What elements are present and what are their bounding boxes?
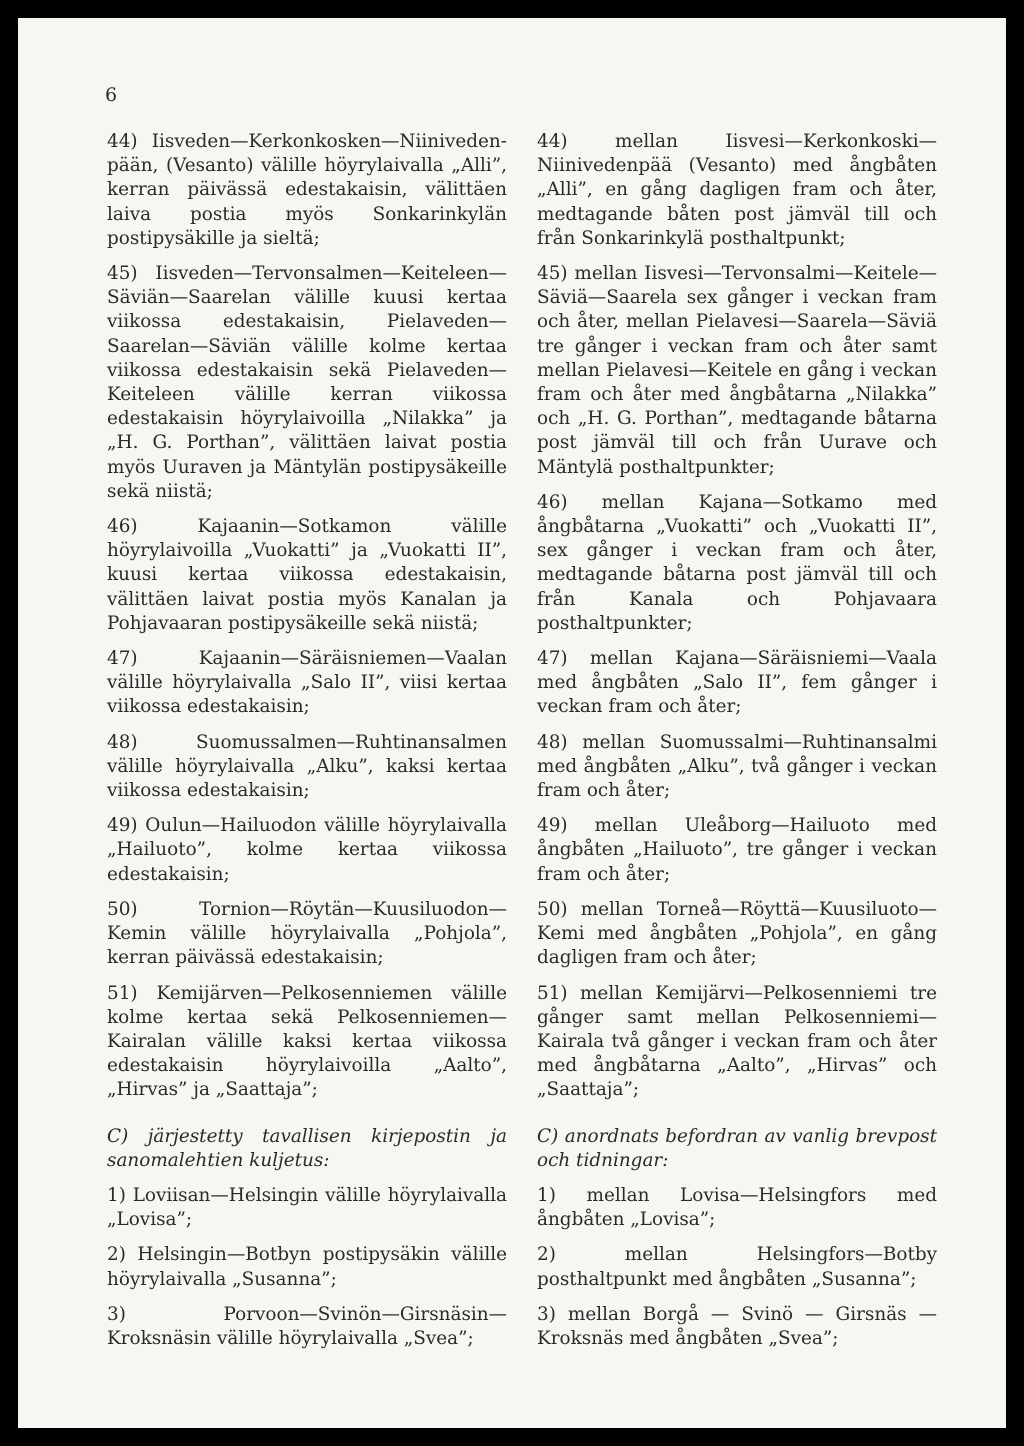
sv-entry-c2: 2) mellan Helsingfors—Botby posthaltpunkt med ångbåten „Susanna”; (537, 1244, 937, 1290)
sv-entry-48: 48) mellan Suomussalmi—Ruhtinansalmi med ångbåten „Alku”, två gånger i veckan fram och åter; (537, 731, 937, 802)
swedish-column (537, 130, 937, 1362)
fi-entry-48: 48) Suomussalmen—Ruhtinansalmen välille höyrylaivalla „Alku”, kaksi kertaa viikossa edestakaisin; (107, 731, 507, 802)
sv-entry-51: 51) mellan Kemijärvi—Pelkosenniemi tre gånger samt mellan Pelkosenniemi—Kairala två gånger i veckan fram och åter med ångbåtarna „Aalto”, „Hirvas” och „Saattaja”; (537, 982, 937, 1101)
fi-entry-51: 51) Kemijärven—Pelkosenniemen välille kolme kertaa sekä Pelkosenniemen—Kairalan välille kaksi kertaa viikossa edestakaisin höyrylaivoilla „Aalto”, „Hirvas” ja „Saattaja”; (107, 982, 507, 1101)
fi-entry-46: 46) Kajaanin—Sotkamon välille höyrylaivoilla „Vuokatti” ja „Vuokatti II”, kuusi kertaa viikossa edestakaisin, välittäen laivat postia myös Kanalan ja Pohjavaaran postipysäkeille sekä niistä; (107, 516, 507, 634)
fi-entry-c3: 3) Porvoon—Svinön—Girsnäsin—Kroksnäsin välille höyrylaivalla „Svea”; (107, 1303, 507, 1349)
fi-entry-50: 50) Tornion—Röytän—Kuusiluodon—Kemin välille höyrylaivalla „Pohjola”, kerran päivässä edestakaisin; (107, 898, 507, 969)
fi-entry-44: 44) Iisveden—Kerkonkosken—Niiniveden-pään, (Vesanto) välille höyrylaivalla „Alli”, kerran päivässä edestakaisin, välittäen laiva postia myös Sonkarinkylän postipysäkille ja sieltä; (107, 131, 507, 249)
document-page (18, 18, 1006, 1428)
sv-entry-49: 49) mellan Uleåborg—Hailuoto med ångbåten „Hailuoto”, tre gånger i veckan fram och åter; (537, 815, 937, 885)
finnish-column (107, 130, 507, 1362)
fi-entry-47: 47) Kajaanin—Säräisniemen—Vaalan välille höyrylaivalla „Salo II”, viisi kertaa viikossa edestakaisin; (107, 648, 507, 718)
fi-entry-49: 49) Oulun—Hailuodon välille höyrylaivalla „Hailuoto”, kolme kertaa viikossa edestakaisin; (107, 815, 507, 885)
fi-section-heading-c: C) järjestetty tavallisen kirjepostin ja sanomalehtien kuljetus: (107, 1125, 507, 1171)
sv-entry-45: 45) mellan Iisvesi—Tervonsalmi—Keitele—Säviä—Saarela sex gånger i veckan fram och åter, mellan Pielavesi—Saarela—Säviä tre gånger i veckan fram och åter samt mellan Pielavesi—Keitele en gång i veckan fram och åter med ångbåtarna „Nilakka” och „H. G. Porthan”, medtagande båtarna post jämväl till och från Uurave och Mäntylä posthaltpunkter; (537, 263, 937, 478)
page-number: 6 (105, 84, 118, 106)
sv-entry-c3: 3) mellan Borgå — Svinö — Girsnäs — Kroksnäs med ångbåten „Svea”; (537, 1303, 937, 1349)
fi-entry-c1: 1) Loviisan—Helsingin välille höyrylaivalla „Lovisa”; (107, 1184, 507, 1231)
sv-entry-44: 44) mellan Iisvesi—Kerkonkoski—Niinivedenpää (Vesanto) med ångbåten „Alli”, en gång dagligen fram och åter, medtagande båten post jämväl till och från Sonkarinkylä posthaltpunkt; (537, 131, 937, 249)
sv-entry-46: 46) mellan Kajana—Sotkamo med ångbåtarna „Vuokatti” och „Vuokatti II”, sex gånger i veckan fram och åter, medtagande båtarna post jämväl till och från Kanala och Pohjavaara posthaltpunkter; (537, 491, 937, 634)
fi-entry-c2: 2) Helsingin—Botbyn postipysäkin välille höyrylaivalla „Susanna”; (107, 1244, 507, 1290)
fi-entry-45: 45) Iisveden—Tervonsalmen—Keiteleen—Säviän—Saarelan välille kuusi kertaa viikossa edestakaisin, Pielaveden—Saarelan—Säviän välille kolme kertaa viikossa edestakaisin sekä Pielaveden—Keiteleen välille kerran viikossa edestakaisin höyrylaivoilla „Nilakka” ja „H. G. Porthan”, välittäen laivat postia myös Uuraven ja Mäntylän postipysäkeille sekä niistä; (107, 263, 507, 502)
sv-entry-c1: 1) mellan Lovisa—Helsingfors med ångbåten „Lovisa”; (537, 1184, 937, 1231)
sv-section-heading-c: C) anordnats befordran av vanlig brevpost och tidningar: (537, 1125, 937, 1171)
sv-entry-47: 47) mellan Kajana—Säräisniemi—Vaala med ångbåten „Salo II”, fem gånger i veckan fram och åter; (537, 648, 937, 718)
sv-entry-50: 50) mellan Torneå—Röyttä—Kuusiluoto—Kemi med ångbåten „Pohjola”, en gång dagligen fram och åter; (537, 898, 937, 969)
